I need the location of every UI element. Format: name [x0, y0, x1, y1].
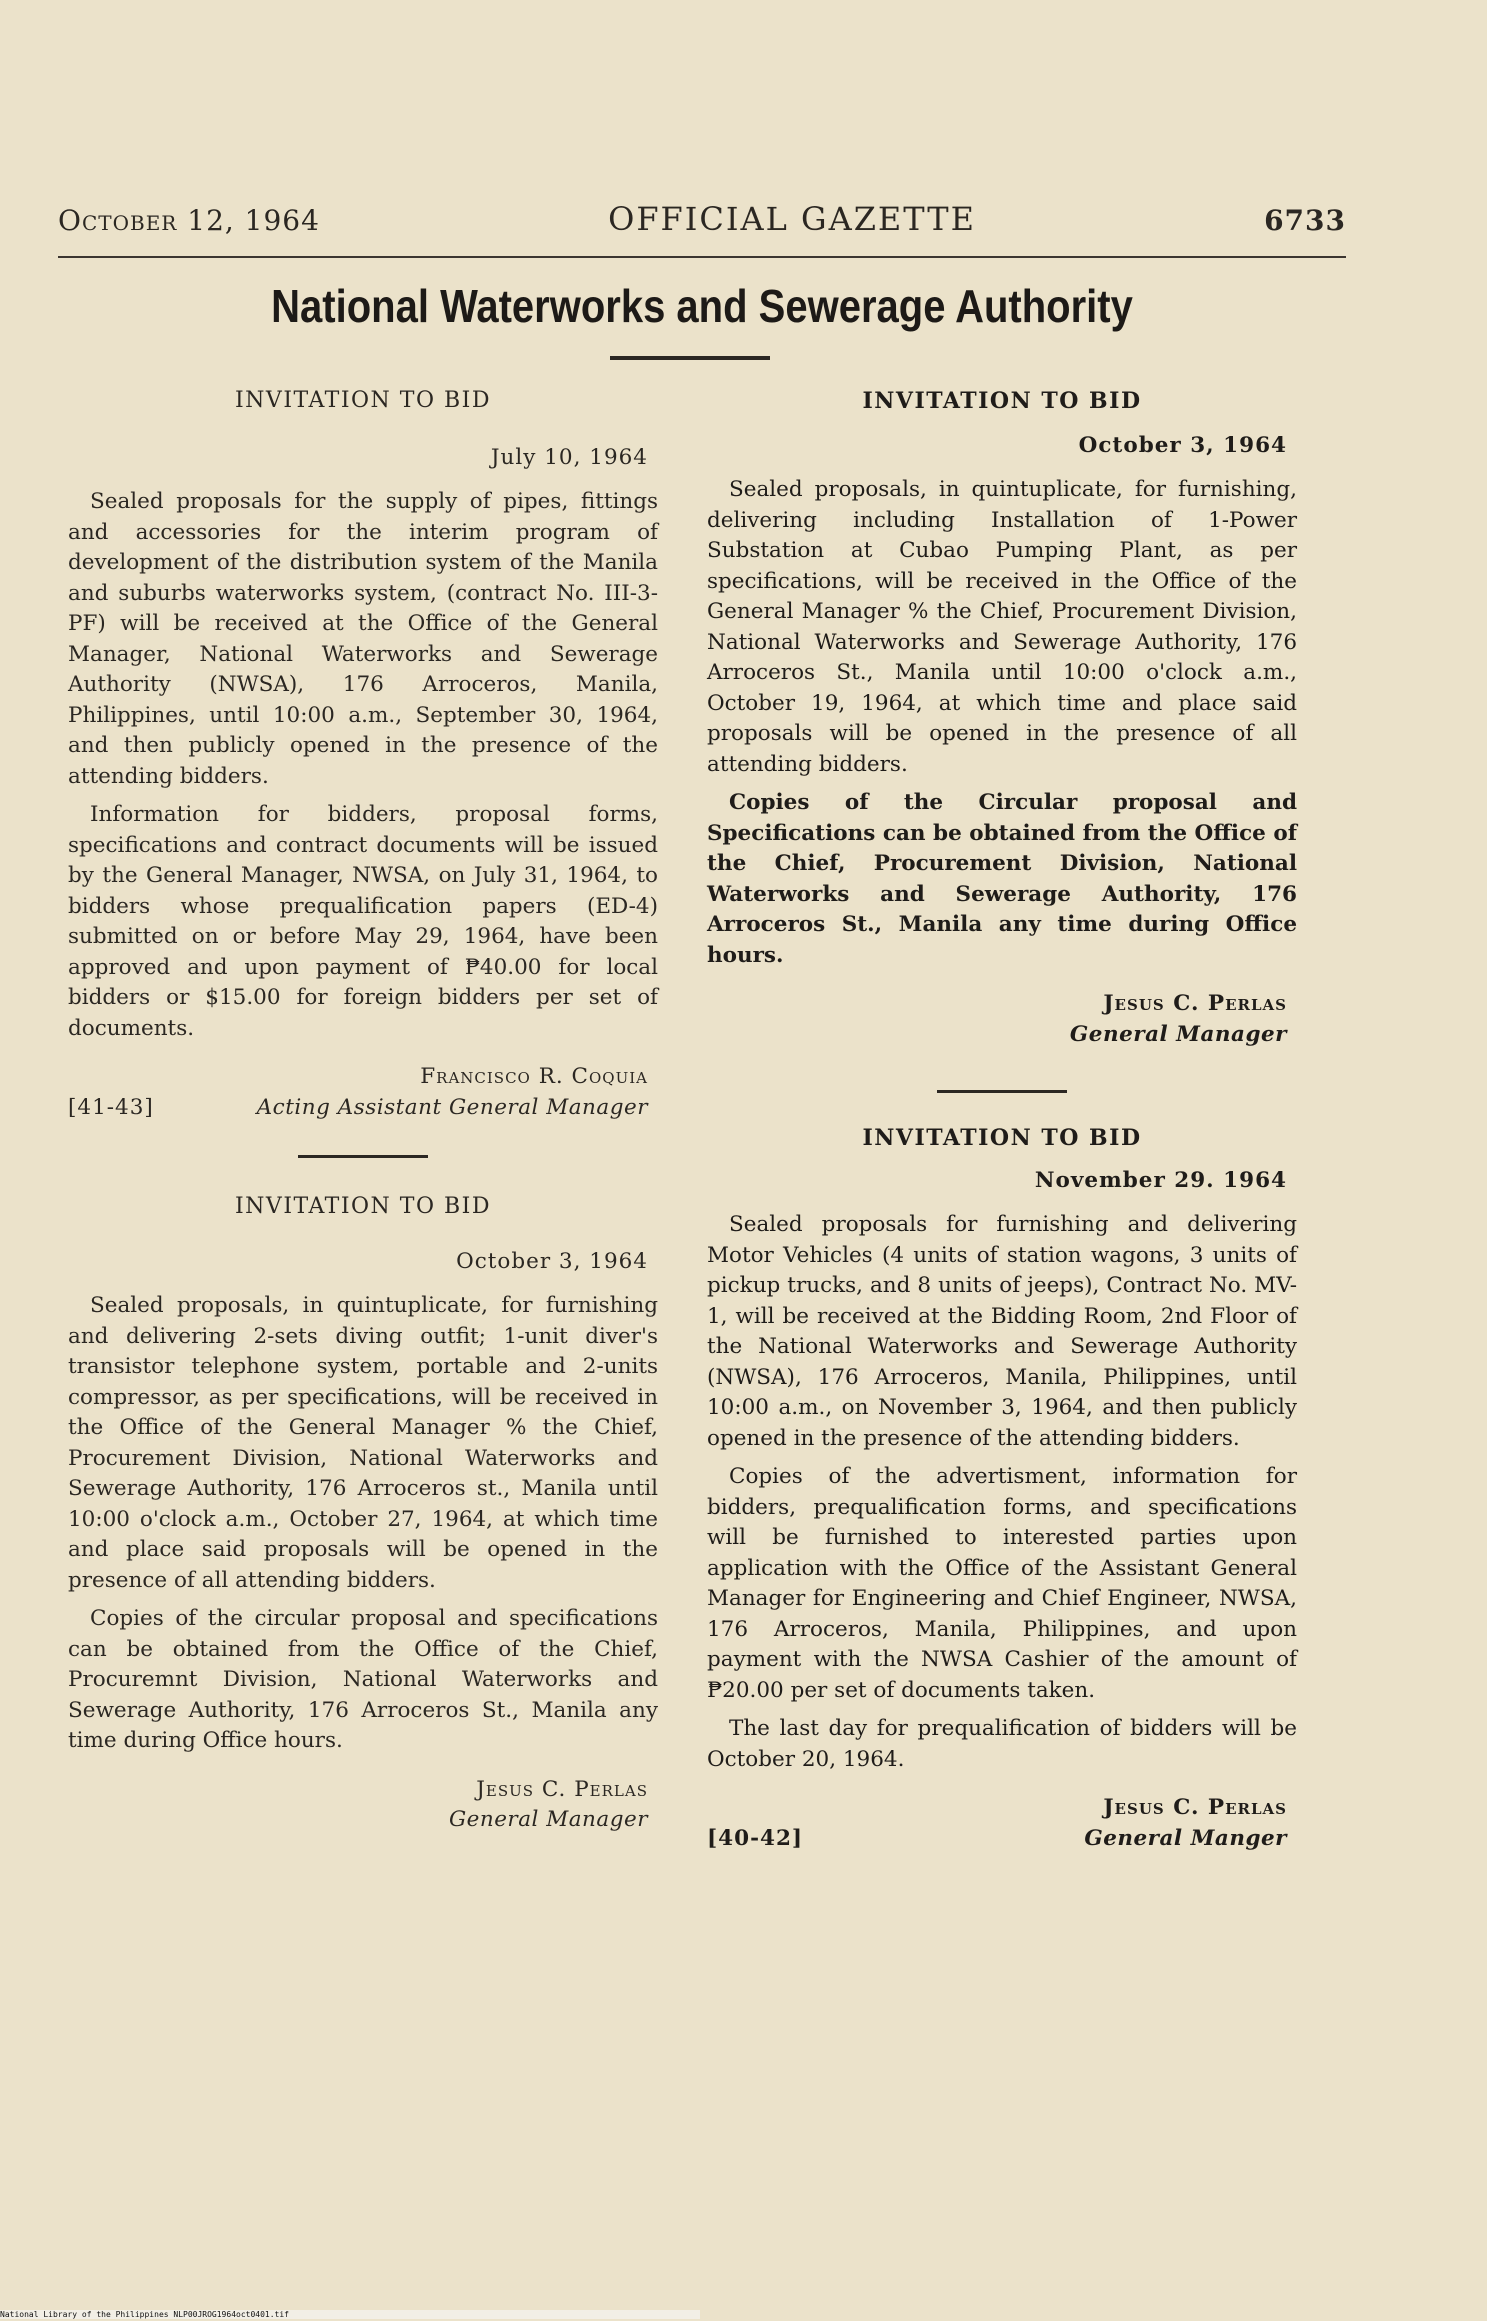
notice-paragraph: Sealed proposals for the supply of pipes, fittings and accessories for the interim program of development of the distribution system of the Manila and suburbs waterworks system, (contract No. III-3-PF) will be received at the Office of the General Manager, National Waterworks and Sewerage Authority (NWSA), 176 Arroceros, Manila, Philippines, until 10:00 a.m., September 30, 1964, and then publicly opened in the presence of the attending bidders.	[68, 489, 658, 789]
signer-title: General Manager	[1069, 1021, 1287, 1047]
signer-name: Francisco R. Coquia	[420, 1064, 648, 1089]
notice-date: November 29. 1964	[1034, 1167, 1287, 1193]
signer-title: General Manger	[1084, 1825, 1287, 1851]
notice-heading: INVITATION TO BID	[234, 388, 492, 413]
page-header	[58, 200, 1346, 238]
header-date: October 12, 1964	[58, 204, 320, 237]
notice-motor-vehicles	[707, 1123, 1297, 1854]
section-divider	[937, 1090, 1067, 1093]
signer-name: Jesus C. Perlas	[1103, 1795, 1287, 1820]
notice-paragraph: Sealed proposals, in quintuplicate, for furnishing and delivering 2-sets diving outfit; 1-unit diver's transistor telephone system, portable and 2-units compressor, as per specifications, will be received in the Office of the General Manager % the Chief, Procurement Division, National Waterworks and Sewerage Authority, 176 Arroceros st., Manila until 10:00 o'clock a.m., October 27, 1964, at which time and place said proposals will be opened in the presence of all attending bidders.	[68, 1293, 658, 1593]
signature-row	[707, 1824, 1297, 1855]
signature-row	[68, 1093, 658, 1124]
notice-power-substation	[707, 386, 1297, 1050]
notice-heading: INVITATION TO BID	[862, 1125, 1142, 1151]
notice-heading: INVITATION TO BID	[862, 388, 1142, 414]
notice-paragraph: Information for bidders, proposal forms, specifications and contract documents will be issued by the General Manager, NWSA, on July 31, 1964, to bidders whose prequalification papers (ED-4) submitted on or before May 29, 1964, have been approved and upon payment of ₱40.00 for local bidders or $15.00 for foreign bidders per set of documents.	[68, 802, 658, 1041]
notice-diving-outfit	[68, 1192, 658, 1836]
notice-paragraph: Copies of the advertisment, information for bidders, prequalification forms, and specifications will be furnished to interested parties upon application with the Office of the Assistant General Manager for Engineering and Chief Engineer, NWSA, 176 Arroceros, Manila, Philippines, and upon payment with the NWSA Cashier of the amount of ₱20.00 per set of documents taken.	[707, 1464, 1297, 1703]
section-divider	[298, 1155, 428, 1158]
header-rule	[58, 256, 1346, 258]
left-column	[68, 386, 658, 1836]
title-rule	[610, 356, 770, 360]
signer-name: Jesus C. Perlas	[1103, 991, 1287, 1016]
header-publication: OFFICIAL GAZETTE	[608, 200, 976, 238]
notice-date: October 3, 1964	[1078, 432, 1287, 458]
notice-paragraph: Sealed proposals, in quintuplicate, for furnishing, delivering including Installation of 1-Power Substation at Cubao Pumping Plant, as per specifications, will be received in the Office of the General Manager % the Chief, Procurement Division, National Waterworks and Sewerage Authority, 176 Arroceros St., Manila until 10:00 o'clock a.m., October 19, 1964, at which time and place said proposals will be opened in the presence of all attending bidders.	[707, 477, 1297, 777]
issue-reference: [41-43]	[68, 1094, 154, 1120]
header-page-number: 6733	[1264, 204, 1346, 237]
scan-footer: National Library of the Philippines NLP00JROG1964oct0401.tif	[0, 2310, 700, 2319]
notice-pipes	[68, 386, 658, 1123]
notice-paragraph: Copies of the Circular proposal and Specifications can be obtained from the Office of the Chief, Procurement Division, National Waterworks and Sewerage Authority, 176 Arroceros St., Manila any time during Office hours.	[707, 790, 1297, 968]
section-title: National Waterworks and Sewerage Authority	[271, 281, 1133, 333]
notice-heading: INVITATION TO BID	[234, 1194, 492, 1219]
right-column	[707, 386, 1297, 1854]
notice-date: July 10, 1964	[490, 444, 648, 470]
notice-paragraph: Copies of the circular proposal and specifications can be obtained from the Office of the Chief, Procuremnt Division, National Waterworks and Sewerage Authority, 176 Arroceros St., Manila any time during Office hours.	[68, 1606, 658, 1753]
signer-title: General Manager	[448, 1807, 648, 1832]
notice-paragraph: Sealed proposals for furnishing and delivering Motor Vehicles (4 units of station wagons, 3 units of pickup trucks, and 8 units of jeeps), Contract No. MV-1, will be received at the Bidding Room, 2nd Floor of the National Waterworks and Sewerage Authority (NWSA), 176 Arroceros, Manila, Philippines, until 10:00 a.m., on November 3, 1964, and then publicly opened in the presence of the attending bidders.	[707, 1212, 1297, 1451]
signer-name: Jesus C. Perlas	[476, 1776, 648, 1802]
signer-title: Acting Assistant General Manager	[256, 1094, 648, 1120]
issue-reference: [40-42]	[707, 1825, 804, 1851]
notice-paragraph: The last day for prequalification of bidders will be October 20, 1964.	[707, 1716, 1297, 1772]
notice-date: October 3, 1964	[456, 1248, 648, 1274]
